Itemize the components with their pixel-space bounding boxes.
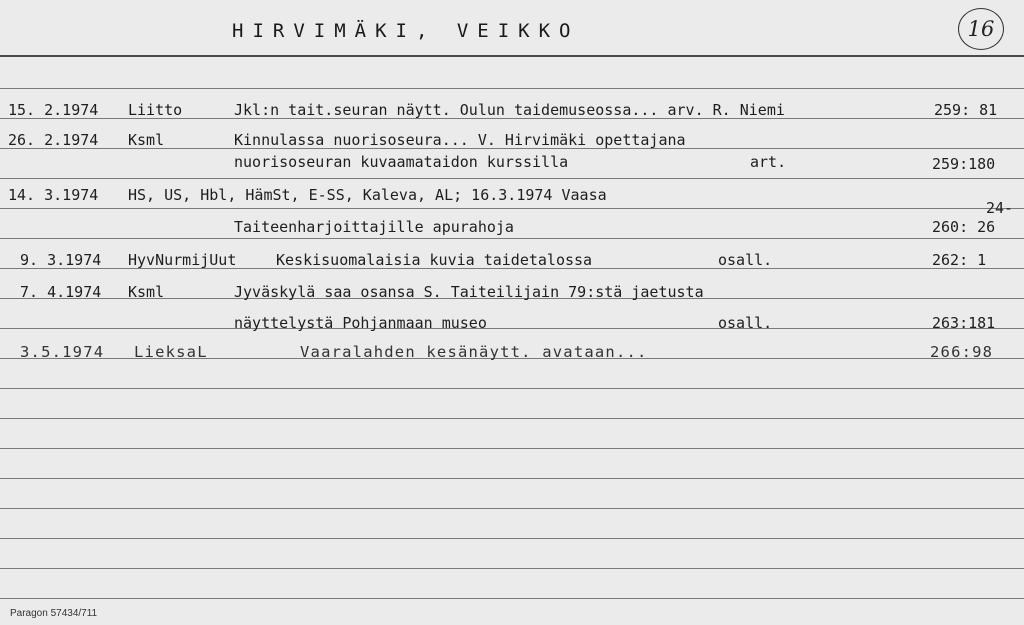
entry-title: Keskisuomalaisia kuvia taidetalossa (276, 251, 593, 269)
entry-source: HyvNurmijUut (128, 251, 237, 269)
margin-note: 24- (986, 199, 1014, 217)
rule (0, 328, 1024, 329)
rule (0, 538, 1024, 539)
rule (0, 388, 1024, 389)
entry-ref: 266:98 (930, 343, 994, 361)
card-title: HIRVIMÄKI, VEIKKO (232, 20, 580, 42)
card-number-stamp: 16 (958, 8, 1004, 50)
entry-date: 7. 4.1974 (20, 283, 102, 301)
entry-source: Ksml (128, 131, 165, 149)
rule (0, 178, 1024, 179)
entry-date: 26. 2.1974 (8, 131, 99, 149)
entry-title: Jkl:n tait.seuran näytt. Oulun taidemuseossa... arv. R. Niemi (234, 101, 785, 119)
entry-title: Jyväskylä saa osansa S. Taiteilijain 79:stä jaetusta (234, 283, 704, 301)
entry-source: Liitto (128, 101, 183, 119)
entry-date: 9. 3.1974 (20, 251, 102, 269)
entry-note: osall. (718, 314, 773, 332)
entry-date: 14. 3.1974 (8, 186, 99, 204)
rule (0, 568, 1024, 569)
entry-ref: 262: 1 (932, 251, 987, 269)
rule (0, 478, 1024, 479)
entry-ref: 260: 26 (932, 218, 996, 236)
entry-date: 3.5.1974 (20, 343, 105, 361)
entry-ref: 263:181 (932, 314, 996, 332)
printer-imprint: Paragon 57434/711 (10, 608, 98, 619)
rule (0, 508, 1024, 509)
entry-date: 15. 2.1974 (8, 101, 99, 119)
entry-title: Taiteenharjoittajille apurahoja (234, 218, 514, 236)
entry-source: HS, US, Hbl, HämSt, E-SS, Kaleva, AL; 16.3.1974 Vaasa (128, 186, 607, 204)
entry-title: Kinnulassa nuorisoseura... V. Hirvimäki opettajana (234, 131, 686, 149)
rule (0, 598, 1024, 599)
entry-note: osall. (718, 251, 773, 269)
entry-title: Vaaralahden kesänäytt. avataan... (300, 343, 648, 361)
entry-note: art. (750, 153, 787, 171)
rule (0, 418, 1024, 419)
rule (0, 208, 1024, 209)
rule (0, 238, 1024, 239)
entry-title-cont: näyttelystä Pohjanmaan museo (234, 314, 487, 332)
entry-source: Ksml (128, 283, 165, 301)
header-rule (0, 55, 1024, 57)
entry-ref: 259: 81 (934, 101, 998, 119)
rule (0, 88, 1024, 89)
entry-ref: 259:180 (932, 155, 996, 173)
rule (0, 448, 1024, 449)
entry-source: LieksaL (134, 343, 208, 361)
entry-title-cont: nuorisoseuran kuvaamataidon kurssilla (234, 153, 569, 171)
